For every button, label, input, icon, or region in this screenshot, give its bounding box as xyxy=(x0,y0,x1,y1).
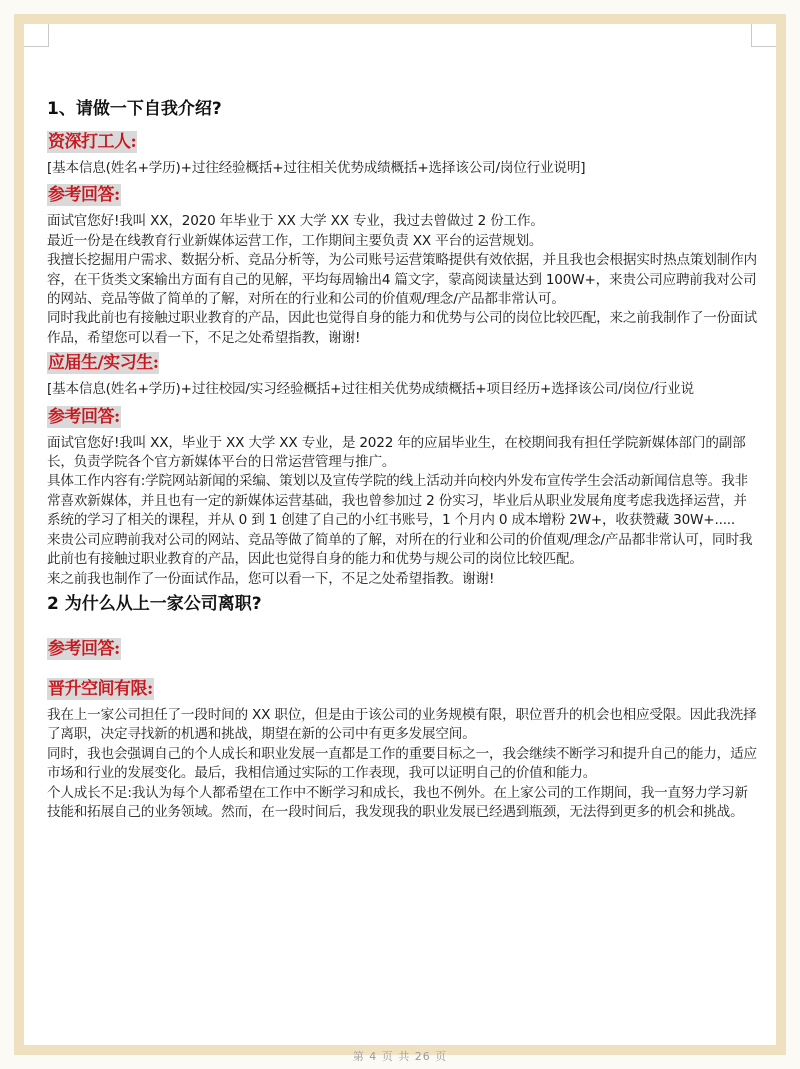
answer-paragraph: 来之前我也制作了一份面试作品，您可以看一下，不足之处希望指教。谢谢! xyxy=(47,570,495,587)
answer-paragraph: 来贵公司应聘前我对公司的网站、竞品等做了简单的了解，对所在的行业和公司的价值观/理念/产品都非常认可，同时我此前也有接触过职业教育的产品，因此也觉得自身的能力和优势与规公司的岗位比较匹配。 xyxy=(47,531,753,568)
answer-paragraph: 同时，我也会强调自己的个人成长和职业发展一直都是工作的重要目标之一，我会继续不断学习和提升自己的能力，适应市场和行业的发展变化。最后，我相信通过实际的工作表现，我可以证明自己的价值和能力。 xyxy=(47,745,757,782)
section-2-heading: 2 为什么从上一家公司离职? xyxy=(47,593,262,614)
template-graduate-intern: [基本信息(姓名+学历)+过往校园/实习经验概括+过往相关优势成绩概括+项目经历+选择该公司/岗位/行业说 xyxy=(47,381,694,398)
answer-paragraph: 具体工作内容有:学院网站新闻的采编、策划以及宣传学院的线上活动并向校内外发布宣传学生会活动新闻信息等。我非常喜欢新媒体，并且也有一定的新媒体运营基础，我也曾参加过 2 份实习，毕业后从职业发展角度考虑我选择运营，并系统的学习了相关的课程，并从 0 到 1 创建了自己的小红书账号，1 个月内 0 成本增粉 2W+，收获赞藏 30W+..... xyxy=(47,473,748,529)
label-reference-answer: 参考回答: xyxy=(48,185,120,206)
label-reference-answer: 参考回答: xyxy=(48,638,120,659)
page-content xyxy=(47,98,759,822)
answer-paragraph: 同时我此前也有接触过职业教育的产品，因此也觉得自身的能力和优势与公司的岗位比较匹配，来之前我制作了一份面试作品，希望您可以看一下，不足之处希望指教，谢谢! xyxy=(47,310,757,346)
page-frame xyxy=(14,14,786,1055)
answer-paragraph: 面试官您好!我叫 XX，毕业于 XX 大学 XX 专业，是 2022 年的应届毕业生，在校期间我有担任学院新媒体部门的副部长，负责学院各个官方新媒体平台的日常运营管理与推广。 xyxy=(47,434,746,471)
answer-paragraph: 我擅长挖掘用户需求、数据分析、竞品分析等，为公司账号运营策略提供有效依据，并且我也会根据实时热点策划制作内容，在干货类文案输出方面有自己的见解，平均每周输出4 篇文字，蒙高阅读量达到 100W+，来贵公司应聘前我对公司的网站、竞品等做了简单的了解，对所在的行业和公司的价值观/理念/产品都非常认可。 xyxy=(47,252,757,308)
answer-paragraph: 我在上一家公司担任了一段时间的 XX 职位，但是由于该公司的业务规模有限，职位晋升的机会也相应受限。因此我洗择了离职，决定寻找新的机遇和挑战，期望在新的公司中有更多发展空间。 xyxy=(47,706,757,743)
label-limited-promotion: 晋升空间有限: xyxy=(48,678,153,699)
answer-paragraph: 最近一份是在线教育行业新媒体运营工作，工作期间主要负责 XX 平台的运营规划。 xyxy=(47,232,543,249)
crop-mark-top-left xyxy=(24,24,49,47)
page-number-footer: 第 4 页 共 26 页 xyxy=(352,1050,448,1063)
label-graduate-intern: 应届生/实习生: xyxy=(48,353,159,374)
label-senior-worker: 资深打工人: xyxy=(48,132,137,152)
answer-paragraph: 面试官您好!我叫 XX，2020 年毕业于 XX 大学 XX 专业，我过去曾做过 2 份工作。 xyxy=(47,213,544,230)
label-reference-answer: 参考回答: xyxy=(48,406,120,427)
section-1-heading: 1、请做一下自我介绍? xyxy=(47,99,222,119)
template-senior-worker: [基本信息(姓名+学历)+过往经验概括+过往相关优势成绩概括+选择该公司/岗位行业说明] xyxy=(47,160,586,176)
answer-paragraph: 个人成长不足:我认为每个人都希望在工作中不断学习和成长，我也不例外。在上家公司的工作期间，我一直努力学习新技能和拓展自己的业务领域。然而，在一段时间后，我发现我的职业发展已经遇到瓶颈，无法得到更多的机会和挑战。 xyxy=(47,784,748,820)
crop-mark-top-right xyxy=(751,24,776,47)
